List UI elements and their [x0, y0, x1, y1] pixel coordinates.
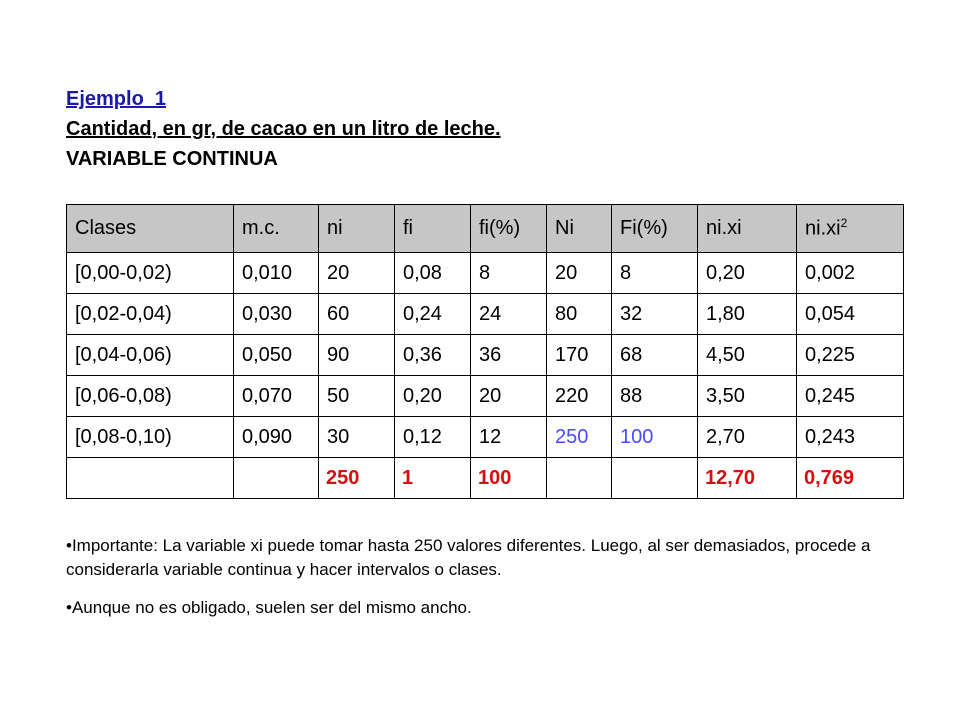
cell: [0,06-0,08): [67, 376, 234, 417]
cell-highlight-blue: 250: [547, 417, 612, 458]
cell: 0,030: [234, 294, 319, 335]
cell: 0,054: [797, 294, 904, 335]
cell: 2,70: [698, 417, 797, 458]
cell: [0,00-0,02): [67, 253, 234, 294]
cell: 0,225: [797, 335, 904, 376]
header-ni: ni: [319, 205, 395, 253]
header-ni-xi: ni.xi: [698, 205, 797, 253]
variable-type-label: VARIABLE CONTINUA: [66, 148, 278, 170]
table-header-row: [67, 205, 904, 253]
total-cell: [547, 458, 612, 499]
cell: 0,050: [234, 335, 319, 376]
cell: 0,08: [395, 253, 471, 294]
header-Fi-percent: Fi(%): [612, 205, 698, 253]
cell: 20: [471, 376, 547, 417]
cell: 20: [319, 253, 395, 294]
total-cell: 250: [319, 458, 395, 499]
cell: 170: [547, 335, 612, 376]
table-row: [67, 294, 904, 335]
cell: 60: [319, 294, 395, 335]
total-cell: [612, 458, 698, 499]
cell: 36: [471, 335, 547, 376]
cell: 0,12: [395, 417, 471, 458]
table-row: [67, 335, 904, 376]
header-Ni: Ni: [547, 205, 612, 253]
total-cell: 0,769: [797, 458, 904, 499]
cell: 32: [612, 294, 698, 335]
table-row: [67, 376, 904, 417]
cell: 0,243: [797, 417, 904, 458]
cell: [0,02-0,04): [67, 294, 234, 335]
header-clases: Clases: [67, 205, 234, 253]
header-mc: m.c.: [234, 205, 319, 253]
table-row: [67, 417, 904, 458]
cell: 30: [319, 417, 395, 458]
note-item: •Importante: La variable xi puede tomar hasta 250 valores diferentes. Luego, al ser demasiados, procede a considerarla variable continua y hacer intervalos o clases.: [66, 536, 871, 579]
note-item: •Aunque no es obligado, suelen ser del mismo ancho.: [66, 598, 472, 617]
cell: 3,50: [698, 376, 797, 417]
cell-highlight-blue: 100: [612, 417, 698, 458]
example-link[interactable]: Ejemplo_1: [66, 88, 167, 110]
cell: 20: [547, 253, 612, 294]
cell: 90: [319, 335, 395, 376]
table-row: [67, 253, 904, 294]
totals-row: [67, 458, 904, 499]
total-cell: [67, 458, 234, 499]
superscript: 2: [840, 216, 848, 231]
cell: 1,80: [698, 294, 797, 335]
heading-block: [66, 84, 501, 174]
cell: 0,090: [234, 417, 319, 458]
cell: 0,070: [234, 376, 319, 417]
cell: [0,08-0,10): [67, 417, 234, 458]
cell: 0,010: [234, 253, 319, 294]
total-cell: 100: [471, 458, 547, 499]
cell: 88: [612, 376, 698, 417]
header-fi-percent: fi(%): [471, 205, 547, 253]
total-cell: 1: [395, 458, 471, 499]
cell: [0,04-0,06): [67, 335, 234, 376]
cell: 0,36: [395, 335, 471, 376]
subtitle: Cantidad, en gr, de cacao en un litro de leche.: [66, 118, 501, 140]
cell: 0,20: [698, 253, 797, 294]
cell: 0,002: [797, 253, 904, 294]
cell: 220: [547, 376, 612, 417]
cell: 8: [471, 253, 547, 294]
total-cell: 12,70: [698, 458, 797, 499]
header-fi: fi: [395, 205, 471, 253]
cell: 0,20: [395, 376, 471, 417]
frequency-table: [66, 204, 904, 499]
cell: 0,245: [797, 376, 904, 417]
cell: 12: [471, 417, 547, 458]
notes-block: [66, 534, 926, 634]
header-ni-xi2: $ni.xi^2$: [797, 205, 904, 253]
cell: 0,24: [395, 294, 471, 335]
cell: 8: [612, 253, 698, 294]
cell: 80: [547, 294, 612, 335]
cell: 68: [612, 335, 698, 376]
cell: 4,50: [698, 335, 797, 376]
total-cell: [234, 458, 319, 499]
cell: 24: [471, 294, 547, 335]
cell: 50: [319, 376, 395, 417]
